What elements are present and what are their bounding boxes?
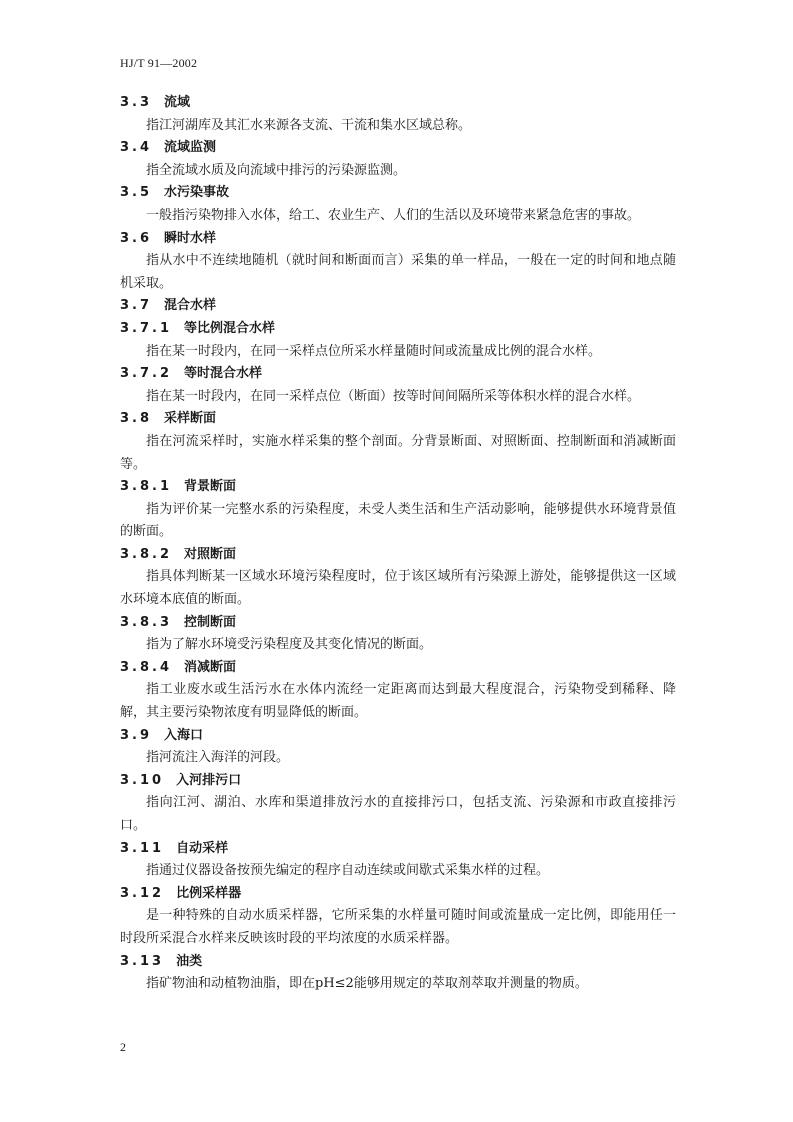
clause-title: 瞬时水样: [164, 230, 217, 246]
clause-text: 指在某一时段内，在同一采样点位（断面）按等时间间隔所采等体积水样的混合水样。: [146, 388, 641, 404]
clause-text: 指在河流采样时，实施水样采集的整个剖面。分背景断面、对照断面、控制断面和消减断面等。: [120, 433, 676, 472]
clause-number: 3.6: [120, 230, 153, 246]
clause-title: 流域: [164, 95, 191, 110]
definition-3-11: [120, 838, 676, 883]
clause-title: 采样断面: [164, 411, 217, 427]
clause-title: 消减断面: [184, 659, 237, 675]
clause-title: 水污染事故: [164, 185, 230, 201]
clause-number: 3.11: [120, 840, 165, 856]
clause-title: 流域监测: [164, 140, 217, 156]
definition-3-8: [120, 408, 676, 476]
clause-title: 等时混合水样: [184, 366, 263, 382]
definitions-list: [120, 92, 676, 996]
clause-number: 3.8: [120, 411, 153, 427]
clause-number: 3.8.2: [120, 546, 173, 562]
clause-title: 等比例混合水样: [184, 320, 276, 336]
clause-text: 指从水中不连续地随机（就时间和断面而言）采集的单一样品，一般在一定的时间和地点随机采取。: [120, 253, 676, 291]
definition-3-3: [120, 92, 676, 137]
definition-3-8-1: [120, 476, 676, 544]
clause-title: 油类: [176, 953, 203, 969]
clause-title: 背景断面: [184, 479, 237, 495]
clause-text: 指具体判断某一区域水环境污染程度时，位于该区域所有污染源上游处，能够提供这一区域水环境本底值的断面。: [120, 569, 676, 608]
clause-title: 自动采样: [176, 840, 229, 856]
clause-number: 3.7.1: [120, 320, 173, 336]
page-header: HJ/T 91—2002: [120, 56, 198, 70]
clause-title: 混合水样: [164, 298, 217, 314]
definition-3-6: [120, 228, 676, 296]
definition-3-8-2: [120, 544, 676, 612]
definition-3-10: [120, 770, 676, 838]
clause-title: 对照断面: [184, 546, 237, 562]
clause-number: 3.8.3: [120, 614, 173, 630]
clause-number: 3.10: [120, 772, 165, 788]
clause-text: 指向江河、湖泊、水库和渠道排放污水的直接排污口，包括支流、污染源和市政直接排污口。: [120, 795, 676, 833]
definition-3-12: [120, 883, 676, 951]
clause-text: 指通过仪器设备按预先编定的程序自动连续或间歇式采集水样的过程。: [146, 863, 550, 879]
clause-number: 3.8.4: [120, 659, 173, 675]
clause-number: 3.8.1: [120, 479, 173, 495]
clause-number: 3.7.2: [120, 366, 173, 382]
clause-number: 3.12: [120, 885, 165, 901]
clause-number: 3.7: [120, 298, 153, 314]
definition-3-7-2: [120, 363, 676, 408]
clause-number: 3.4: [120, 140, 153, 156]
definition-3-8-4: [120, 657, 676, 725]
clause-text: 指矿物油和动植物油脂，即在pH≤2能够用规定的萃取剂萃取并测量的物质。: [146, 976, 588, 992]
clause-text: 指全流域水质及向流域中排污的污染源监测。: [146, 162, 407, 178]
clause-text: 指为了解水环境受污染程度及其变化情况的断面。: [146, 637, 433, 653]
definition-3-9: [120, 725, 676, 770]
definition-3-7: [120, 295, 676, 318]
clause-text: 指江河湖库及其汇水来源各支流、干流和集水区域总称。: [146, 117, 472, 133]
clause-text: 一般指污染物排入水体，给工、农业生产、人们的生活以及环境带来紧急危害的事故。: [146, 207, 641, 223]
clause-text: 指在某一时段内，在同一采样点位所采水样量随时间或流量成比例的混合水样。: [146, 343, 602, 359]
clause-title: 控制断面: [184, 614, 237, 630]
clause-number: 3.5: [120, 185, 153, 201]
clause-text: 指工业废水或生活污水在水体内流经一定距离而达到最大程度混合，污染物受到稀释、降解，其主要污染物浓度有明显降低的断面。: [120, 682, 676, 721]
clause-number: 3.3: [120, 95, 153, 110]
clause-title: 入河排污口: [176, 772, 242, 788]
definition-3-8-3: [120, 612, 676, 657]
clause-text: 指为评价某一完整水系的污染程度，未受人类生活和生产活动影响，能够提供水环境背景值的断面。: [120, 501, 676, 540]
definition-3-4: [120, 137, 676, 182]
definition-3-5: [120, 182, 676, 227]
definition-3-7-1: [120, 318, 676, 363]
clause-number: 3.13: [120, 953, 165, 969]
clause-number: 3.9: [120, 727, 153, 743]
clause-text: 指河流注入海洋的河段。: [146, 750, 290, 766]
clause-title: 入海口: [164, 727, 204, 743]
clause-text: 是一种特殊的自动水质采样器，它所采集的水样量可随时间或流量成一定比例，即能用任一时段所采混合水样来反映该时段的平均浓度的水质采样器。: [120, 908, 676, 946]
clause-title: 比例采样器: [176, 885, 242, 901]
page-number: 2: [120, 1040, 126, 1054]
definition-3-13: [120, 951, 676, 996]
